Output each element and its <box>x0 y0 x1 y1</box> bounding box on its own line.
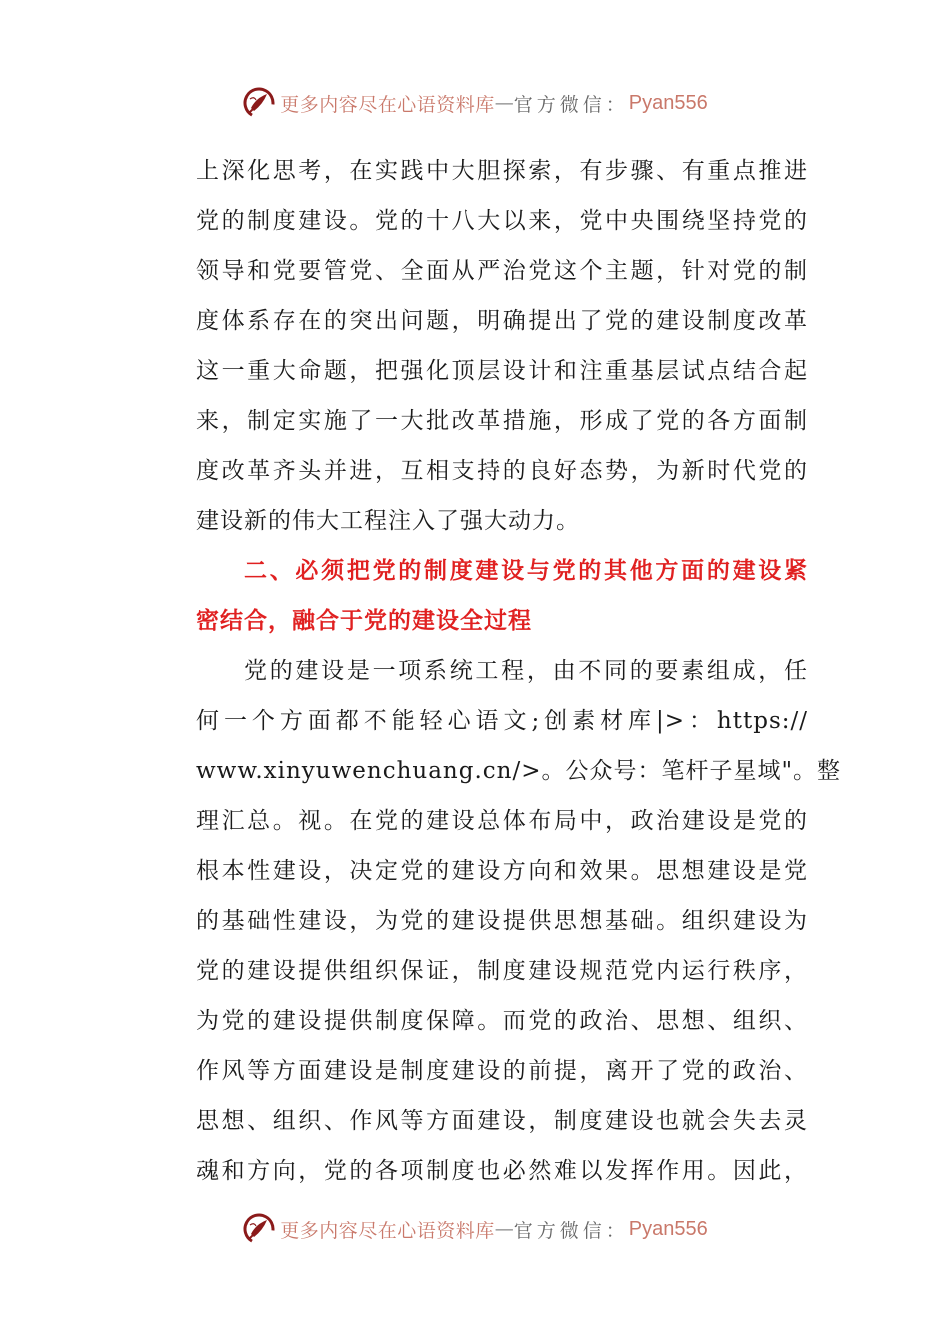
banner-site-text: 更多内容尽在心语资料库 <box>280 1219 495 1242</box>
pen-logo-icon <box>242 1212 276 1246</box>
text-line: 党的建设是一项系统工程，由不同的要素组成，任 <box>244 658 808 684</box>
text-line: 建设新的伟大工程注入了强大动力。 <box>196 508 580 534</box>
text-line: 党的制度建设。党的十八大以来，党中央围绕坚持党的 <box>196 208 808 234</box>
text-line: www.xinyuwenchuang.cn/>。公众号：笔杆子星域"。整 <box>196 758 842 784</box>
header-banner <box>0 83 950 123</box>
text-line: 根本性建设，决定党的建设方向和效果。思想建设是党 <box>196 858 808 884</box>
text-line: 这一重大命题，把强化顶层设计和注重基层试点结合起 <box>196 358 808 384</box>
section-heading: 二、必须把党的制度建设与党的其他方面的建设紧 <box>244 558 808 584</box>
banner-dash: — <box>494 1218 514 1240</box>
text-line: 的基础性建设，为党的建设提供思想基础。组织建设为 <box>196 908 808 934</box>
footer-banner <box>0 1209 950 1249</box>
pen-logo-icon <box>242 86 276 120</box>
text-line: 魂和方向，党的各项制度也必然难以发挥作用。因此， <box>196 1158 808 1184</box>
section-heading: 密结合，融合于党的建设全过程 <box>196 608 532 634</box>
banner-wechat-label: 官方微信： <box>513 93 629 116</box>
text-line: 为党的建设提供制度保障。而党的政治、思想、组织、 <box>196 1008 808 1034</box>
text-line: 度体系存在的突出问题，明确提出了党的建设制度改革 <box>196 308 808 334</box>
banner-site-text: 更多内容尽在心语资料库 <box>280 93 495 116</box>
text-line: 理汇总。视。在党的建设总体布局中，政治建设是党的 <box>196 808 808 834</box>
text-line: 领导和党要管党、全面从严治党这个主题，针对党的制 <box>196 258 808 284</box>
text-line: 何一个方面都不能轻心语文;创素材库|>：https:// <box>196 708 808 734</box>
text-line: 党的建设提供组织保证，制度建设规范党内运行秩序， <box>196 958 808 984</box>
banner-wechat-id: Pyan556 <box>628 1217 708 1240</box>
banner-wechat-id: Pyan556 <box>628 91 708 114</box>
text-line: 作风等方面建设是制度建设的前提，离开了党的政治、 <box>196 1058 808 1084</box>
text-line: 思想、组织、作风等方面建设，制度建设也就会失去灵 <box>196 1108 808 1134</box>
banner-wechat-label: 官方微信： <box>513 1219 629 1242</box>
text-line: 度改革齐头并进，互相支持的良好态势，为新时代党的 <box>196 458 808 484</box>
text-line: 来，制定实施了一大批改革措施，形成了党的各方面制 <box>196 408 808 434</box>
document-body <box>196 146 842 1196</box>
banner-dash: — <box>494 92 514 114</box>
text-line: 上深化思考，在实践中大胆探索，有步骤、有重点推进 <box>196 158 808 184</box>
